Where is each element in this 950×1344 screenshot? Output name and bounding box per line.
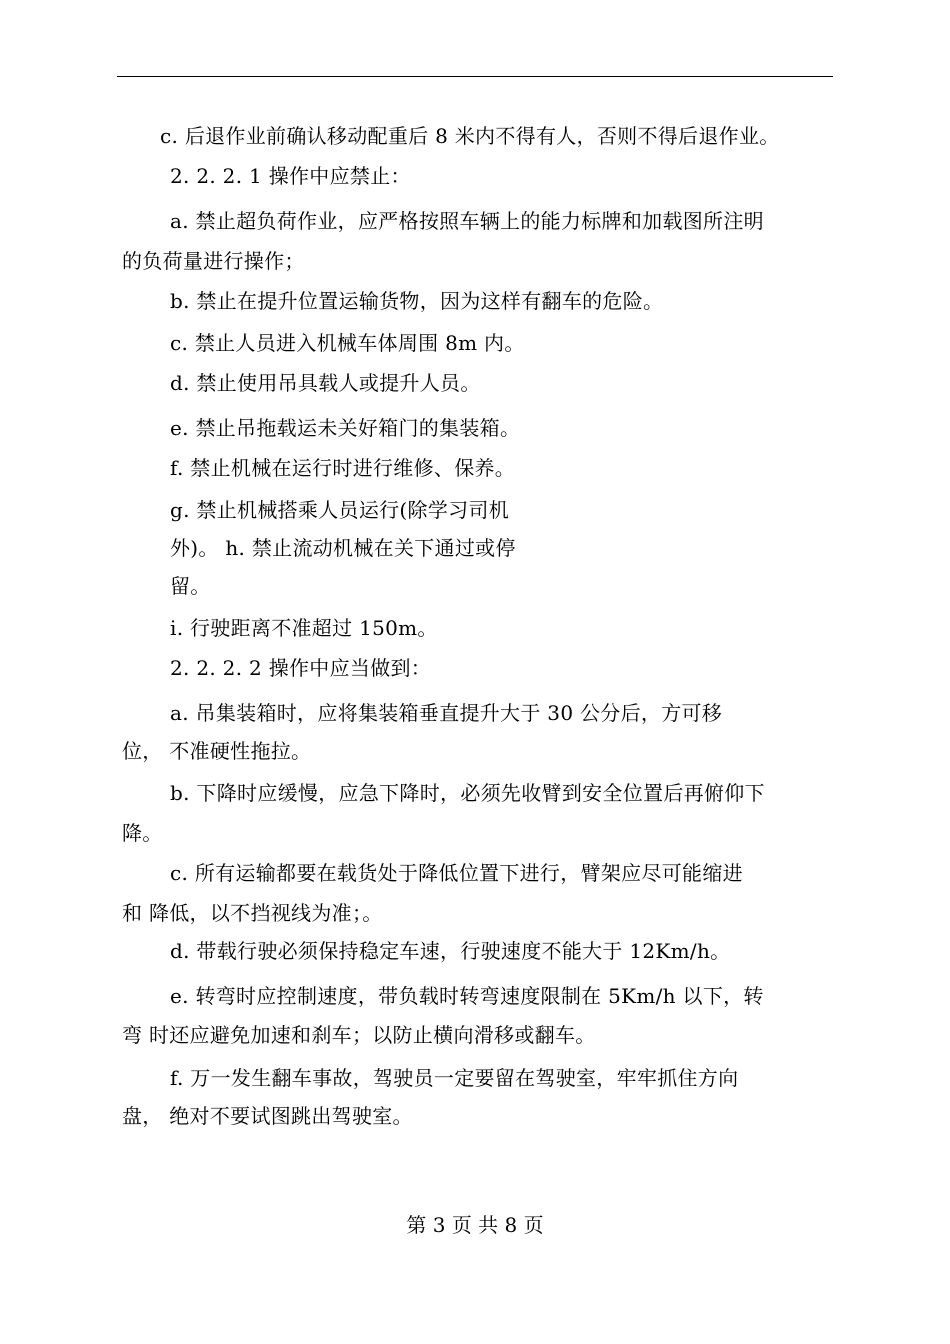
section-heading: 2. 2. 2. 2 操作中应当做到： [170, 656, 432, 680]
text-line: 留。 [170, 574, 211, 598]
text-line: c. 禁止人员进入机械车体周围 8m 内。 [170, 331, 525, 355]
text-line: i. 行驶距离不准超过 150m。 [170, 616, 438, 640]
text-line: 的负荷量进行操作； [122, 249, 305, 273]
text-line: e. 转弯时应控制速度，带负载时转弯速度限制在 5Km/h 以下，转 [170, 984, 764, 1008]
text-line: a. 禁止超负荷作业，应严格按照车辆上的能力标牌和加载图所注明 [170, 209, 764, 233]
text-line: 外)。 h. 禁止流动机械在关下通过或停 [170, 536, 516, 560]
text-line: 弯 时还应避免加速和刹车；以防止横向滑移或翻车。 [122, 1023, 596, 1047]
text-line: a. 吊集装箱时，应将集装箱垂直提升大于 30 公分后，方可移 [170, 701, 723, 725]
text-line: 位， 不准硬性拖拉。 [122, 739, 312, 763]
text-line: b. 禁止在提升位置运输货物，因为这样有翻车的危险。 [170, 289, 664, 313]
text-line: 和 降低，以不挡视线为准；。 [122, 901, 383, 925]
text-line: d. 带载行驶必须保持稳定车速，行驶速度不能大于 12Km/h。 [170, 939, 731, 963]
text-line: 盘， 绝对不要试图跳出驾驶室。 [122, 1104, 413, 1128]
text-line: b. 下降时应缓慢，应急下降时，必须先收臂到安全位置后再俯仰下 [170, 781, 765, 805]
text-line: c. 后退作业前确认移动配重后 8 米内不得有人，否则不得后退作业。 [160, 124, 780, 148]
text-line: f. 万一发生翻车事故，驾驶员一定要留在驾驶室，牢牢抓住方向 [170, 1066, 739, 1090]
page-number-footer: 第 3 页 共 8 页 [406, 1213, 544, 1237]
text-line: f. 禁止机械在运行时进行维修、保养。 [170, 456, 516, 480]
text-line: e. 禁止吊拖载运未关好箱门的集装箱。 [170, 416, 521, 440]
header-rule [117, 76, 833, 77]
text-line: d. 禁止使用吊具载人或提升人员。 [170, 371, 481, 395]
text-line: 降。 [122, 821, 163, 845]
text-line: c. 所有运输都要在载货处于降低位置下进行，臂架应尽可能缩进 [170, 861, 743, 885]
text-line: g. 禁止机械搭乘人员运行(除学习司机 [170, 498, 510, 522]
section-heading: 2. 2. 2. 1 操作中应禁止： [170, 164, 411, 188]
